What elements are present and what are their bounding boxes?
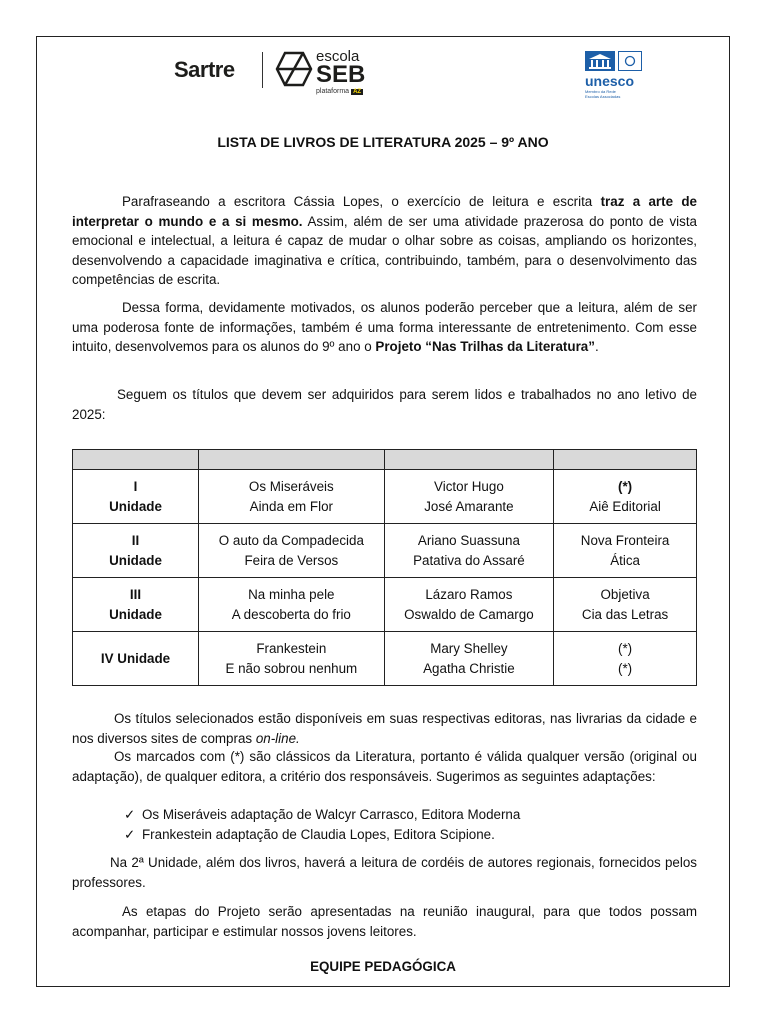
title-cell — [199, 578, 385, 632]
seb-logo-text — [316, 49, 365, 95]
unesco-temple-icon — [585, 51, 615, 71]
book-title: Feira de Versos — [244, 552, 339, 568]
book-author: Lázaro Ramos — [425, 587, 513, 602]
table-row — [73, 578, 697, 632]
availability-paragraph — [72, 709, 697, 748]
book-title: Na minha pele — [248, 587, 335, 602]
project-name: Projeto “Nas Trilhas da Literatura” — [375, 339, 595, 354]
intro-p1-bold: traz a arte de interpretar o mundo e a si mesmo. — [72, 194, 697, 229]
adaptation-text: Os Miseráveis adaptação de Walcyr Carrasco, Editora Moderna — [142, 807, 521, 822]
intro-p2-text-a: Dessa forma, devidamente motivados, os alunos poderão perceber que a leitura, além de ser uma poderosa fonte de informações, também é uma forma interessante de entretenimento. Com esse intuito, desenvolvemos para os alunos do 9º ano o — [72, 300, 697, 354]
table-row — [73, 524, 697, 578]
intro-paragraph-1 — [72, 192, 697, 290]
title-cell — [199, 632, 385, 686]
cordel-text: Na 2ª Unidade, além dos livros, haverá a leitura de cordéis de autores regionais, fornecidos pelos professores. — [72, 855, 697, 890]
seb-logo-icon — [273, 51, 313, 87]
book-publisher: Nova Fronteira — [580, 533, 670, 548]
book-publisher: Aiê Editorial — [589, 498, 661, 514]
table-row — [73, 470, 697, 524]
book-author: Patativa do Assaré — [413, 552, 525, 568]
table-header-cell — [199, 450, 385, 470]
unit-cell — [73, 578, 199, 632]
sartre-logo: Sartre — [174, 57, 235, 82]
online-text: on-line. — [255, 730, 300, 746]
book-author: Mary Shelley — [430, 641, 508, 656]
publisher-cell — [554, 632, 697, 686]
check-icon: ✓ — [124, 807, 136, 822]
page-title: LISTA DE LIVROS DE LITERATURA 2025 – 9º ANO — [217, 134, 549, 150]
check-icon: ✓ — [124, 826, 136, 842]
publisher-cell — [554, 524, 697, 578]
seb-name: SEB — [316, 61, 366, 88]
book-title: O auto da Compadecida — [218, 533, 364, 548]
project-stages-text: As etapas do Projeto serão apresentadas na reunião inaugural, para que todos possam acompanhar, participar e estimular nossos jovens leitores. — [72, 904, 697, 939]
unesco-logo — [585, 51, 655, 99]
cordel-paragraph — [72, 853, 697, 892]
book-publisher: Cia das Letras — [581, 606, 669, 622]
unit-cell — [73, 470, 199, 524]
author-cell — [384, 524, 554, 578]
book-author: Ariano Suassuna — [417, 533, 520, 548]
table-header-cell — [554, 450, 697, 470]
author-cell — [384, 578, 554, 632]
intro-paragraph-3 — [72, 385, 697, 424]
book-title: E não sobrou nenhum — [225, 660, 358, 676]
adaptation-list — [124, 805, 520, 844]
intro-p1-text-c: Assim, além de ser uma atividade prazerosa do ponto de vista emocional e intelectual, a leitura é capaz de mudar o olhar sobre as coisas, ampliando os horizontes, desenvolvendo a capacidade imaginativa e crítica, contribuindo, também, para o desenvolvimento das competências de escrita. — [72, 213, 697, 287]
publisher-cell — [554, 470, 697, 524]
table-header-row — [73, 450, 697, 470]
unit-number: I — [133, 479, 138, 494]
unesco-wordmark: unesco — [585, 73, 635, 89]
unit-cell — [73, 524, 199, 578]
book-title: Os Miseráveis — [248, 479, 334, 494]
availability-text: Os títulos selecionados estão disponíveis em suas respectivas editoras, nas livrarias da cidade e nos diversos sites de compras — [72, 711, 697, 746]
list-item — [124, 825, 520, 845]
intro-paragraph-2 — [72, 298, 697, 357]
book-publisher: (*) — [618, 660, 633, 676]
unit-number: III — [129, 587, 142, 602]
author-cell — [384, 470, 554, 524]
book-author: Agatha Christie — [423, 660, 515, 676]
author-cell — [384, 632, 554, 686]
seb-badge: AZ — [353, 89, 362, 95]
seb-plataforma-label: plataforma — [316, 88, 350, 95]
unit-label: Unidade — [109, 498, 162, 514]
document-page — [36, 36, 730, 987]
unesco-subtitle: Membro da Rede Escolas Associadas — [585, 89, 621, 100]
book-publisher: Ática — [610, 552, 640, 568]
unit-number: II — [131, 533, 140, 548]
seb-plataforma — [316, 88, 365, 95]
book-list-table — [72, 449, 697, 686]
classics-text: Os marcados com (*) são clássicos da Literatura, portanto é válida qualquer versão (original ou adaptação), de qualquer editora, a critério dos responsáveis. Sugerimos as seguintes adaptações: — [72, 749, 697, 784]
publisher-cell — [554, 578, 697, 632]
unit-cell — [73, 632, 199, 686]
table-header-cell — [384, 450, 554, 470]
book-publisher: Objetiva — [600, 587, 650, 602]
logo-separator — [262, 52, 263, 88]
seb-escola: escola — [316, 48, 360, 65]
list-item — [124, 805, 520, 825]
book-title: Ainda em Flor — [249, 498, 333, 514]
table-header-cell — [73, 450, 199, 470]
unit-label: Unidade — [109, 606, 162, 622]
unesco-network-icon — [618, 51, 642, 71]
unit-label: IV Unidade — [100, 650, 171, 666]
logo-header — [37, 37, 729, 107]
project-stages-paragraph — [72, 902, 697, 941]
title-cell — [199, 470, 385, 524]
book-title: Frankestein — [256, 641, 327, 656]
intro-p3-text: Seguem os títulos que devem ser adquiridos para serem lidos e trabalhados no ano letivo de 2025: — [72, 387, 697, 422]
book-author: José Amarante — [424, 498, 514, 514]
book-author: Victor Hugo — [434, 479, 504, 494]
unit-label: Unidade — [109, 552, 162, 568]
table-row — [73, 632, 697, 686]
book-title: A descoberta do frio — [231, 606, 351, 622]
title-cell — [199, 524, 385, 578]
book-publisher: (*) — [618, 479, 633, 494]
intro-p2-text-c: . — [594, 339, 599, 354]
book-publisher: (*) — [618, 641, 633, 656]
classics-paragraph — [72, 747, 697, 786]
adaptation-text: Frankestein adaptação de Claudia Lopes, Editora Scipione. — [142, 826, 495, 842]
book-author: Oswaldo de Camargo — [404, 606, 534, 622]
intro-p1-text-a: Parafraseando a escritora Cássia Lopes, o exercício de leitura e escrita — [122, 194, 601, 209]
signature: EQUIPE PEDAGÓGICA — [310, 959, 456, 974]
